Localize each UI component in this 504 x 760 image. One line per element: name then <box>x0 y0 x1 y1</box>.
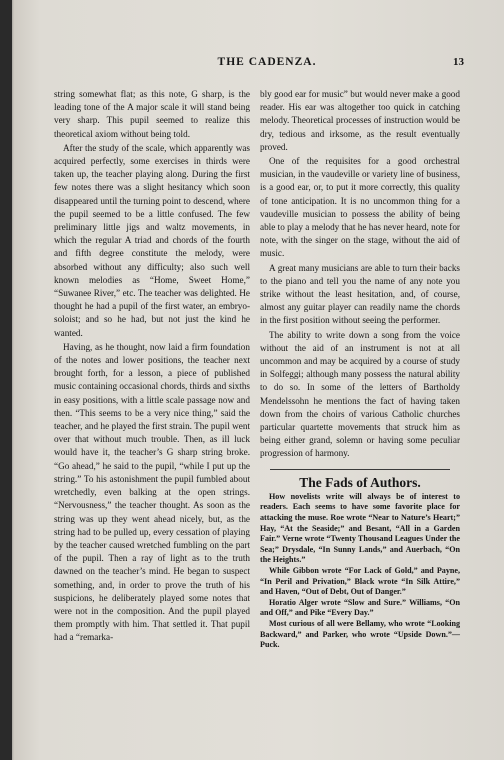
article-body <box>260 492 460 651</box>
paragraph: While Gibbon wrote “For Lack of Gold,” and Payne, “In Peril and Privation,” Black wrote “In Silk Attire,” and Haven, “Out of Debt, Out of Danger.” <box>260 566 460 597</box>
paragraph: Most curious of all were Bellamy, who wrote “Looking Backward,” and Parker, who wrote “Upside Down.”—Puck. <box>260 619 460 650</box>
magazine-title: THE CADENZA. <box>217 56 317 68</box>
paragraph: string somewhat flat; as this note, G sharp, is the leading tone of the A major scale it will stand being very sharp. This pupil seemed to realize this theoretical axiom without being told. <box>54 89 250 139</box>
paragraph: Having, as he thought, now laid a firm foundation of the notes and lower positions, the teacher next brought forth, for a lesson, a piece of published music containing occasional chords, thirds and sixths in easy positions, with a little scale passage now and then. “This seems to be a very nice thing,” said the teacher, and he played the first strain. The pupil went over that without much trouble. Then, as ill luck would have it, the teacher’s G sharp string broke. “Go ahead,” he said to the pupil, “while I put up the string.” To his astonishment the pupil fumbled about wretchedly, even balking at the open strings. “Nervousness,” the teacher thought. As soon as the string was up they went ahead nicely, but, as the string had to be pulled up, every cessation of playing by the teacher caused wretched fumbling on the part of the pupil. Then a ray of light as to the truth dawned on the teacher’s mind. He began to suspect something, and, in order to prove the truth of his suspicions, he deliberately played some notes that were not in the composition. And the pupil played them promptly with him. That settled it. That pupil had a “remarka- <box>54 341 250 643</box>
page-number: 13 <box>453 56 464 68</box>
paragraph: How novelists write will always be of interest to readers. Each seems to have some favorite place for attacking the muse. Roe wrote “Near to Nature’s Heart;” Hay, “At the Seaside;” and Besant, “All in a Garden Fair.” Verne wrote “Twenty Thousand Leagues Under the Sea;” Drysdale, “In Sunny Lands,” and Auerbach, “On the Heights.” <box>260 491 460 565</box>
section-divider <box>270 469 450 470</box>
paragraph: One of the requisites for a good orchestral musician, in the vaudeville or variety line of business, is a good ear, or, to put it more correctly, this quality of tone anticipation. It is no uncommon thing for a vaudeville musician to possess the ability of being able to play a melody that he has never heard, note for note, with the singer on the stage, without the aid of music. <box>260 156 460 259</box>
left-column <box>54 88 250 645</box>
paragraph: The ability to write down a song from the voice without the aid of an instrument is not at all uncommon and may be acquired by a course of study in Solfeggi; although many possess the natural ability to do so. In some of the letters of Bartholdy Mendelssohn he mentions the fact of having taken down from the choirs of various Catholic churches particular quartette movements that struck him as being either grand, solemn or having some peculiar progression of harmony. <box>260 329 460 459</box>
paragraph: bly good ear for music” but would never make a good reader. His ear was altogether too quick in catching melody. Theoretical processes of instruction would be dry, tedious and irksome, as the result eventually proved. <box>260 89 460 152</box>
paragraph: Horatio Alger wrote “Slow and Sure.” Williams, “On and Off,” and Pike “Every Day.” <box>260 597 460 618</box>
book-binding <box>0 0 12 760</box>
paragraph: A great many musicians are able to turn their backs to the piano and tell you the name of any note you strike without the least hesitation, and, of course, almost any guitar player can readily name the chords in the first position without seeing the performer. <box>260 262 460 326</box>
paragraph: After the study of the scale, which apparently was acquired perfectly, some exercises in thirds were taken up, the teacher playing along. During the first few notes there was a slight hesitancy which soon disappeared until the turning point to descend, where the pupil seemed to be a little confused. The few preliminary little jigs and waltz movements, in which the regular A triad and chords of the fourth and fifth degree constitute the melody, were absorbed without any difficulty; also such well known melodies as “Home, Sweet Home,” “Suwanee River,” etc. The teacher was delighted. He thought he had a pupil of the first water, an embryo-soloist; and so he had, but not just the kind he wanted. <box>54 142 250 338</box>
running-header <box>60 56 474 74</box>
article-title: The Fads of Authors. <box>299 474 421 490</box>
right-column <box>260 88 460 651</box>
